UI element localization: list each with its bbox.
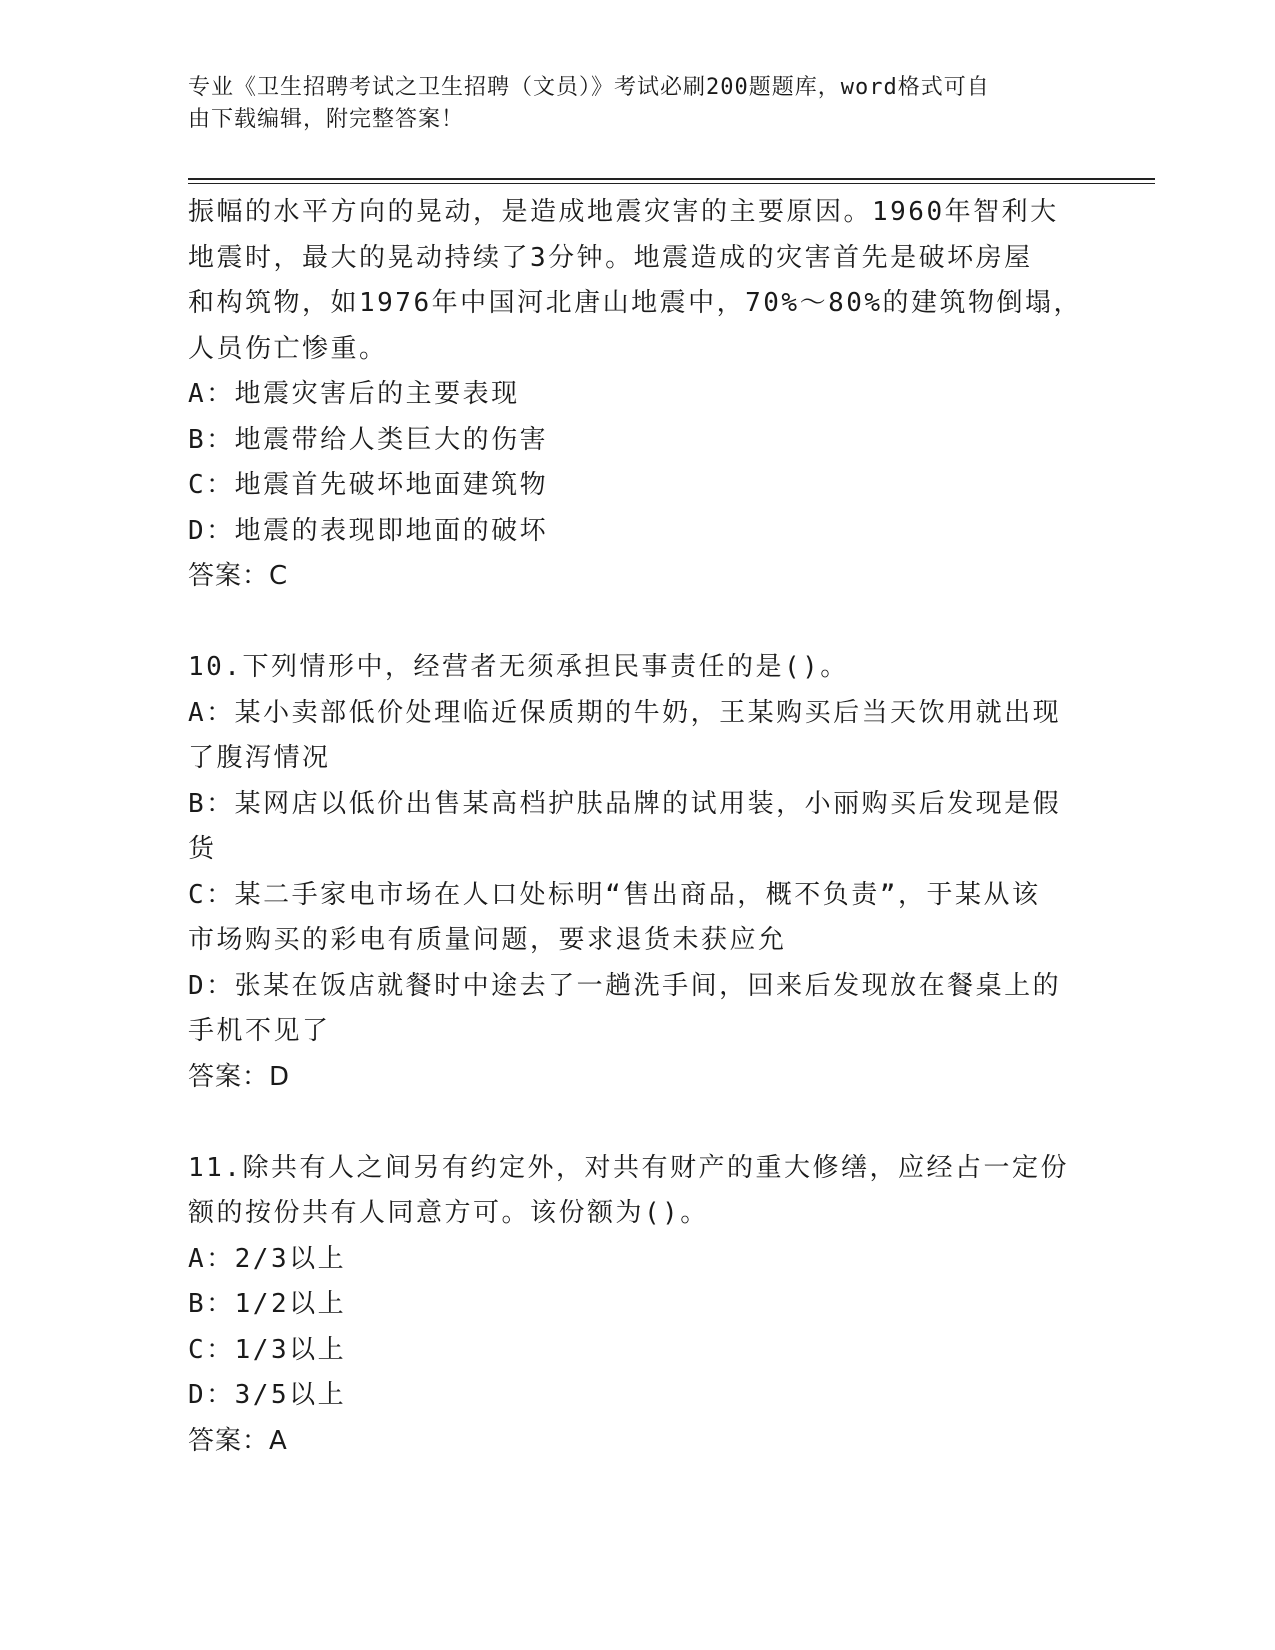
option-d: D：地震的表现即地面的破坏 bbox=[188, 515, 549, 546]
answer-line: 答案：A bbox=[188, 1425, 288, 1456]
passage-line: 人员伤亡惨重。 bbox=[188, 333, 388, 364]
passage-line: 地震时，最大的晃动持续了3分钟。地震造成的灾害首先是破坏房屋 bbox=[188, 242, 1033, 273]
header-line-1: 专业《卫生招聘考试之卫生招聘（文员）》考试必刷200题题库，word格式可自 bbox=[188, 75, 990, 100]
question-stem: 10.下列情形中，经营者无须承担民事责任的是()。 bbox=[188, 652, 849, 682]
question-9-continued bbox=[188, 190, 1088, 600]
header-line-2: 由下载编辑，附完整答案！ bbox=[188, 107, 465, 132]
option-b: B：某网店以低价出售某高档护肤品牌的试用装，小丽购买后发现是假 bbox=[188, 788, 1062, 819]
option-c-cont: 市场购买的彩电有质量问题，要求退货未获应允 bbox=[188, 925, 787, 955]
answer-line: 答案：C bbox=[188, 561, 289, 591]
question-11 bbox=[188, 1146, 1088, 1465]
option-b: B：1/2以上 bbox=[188, 1289, 347, 1319]
question-stem: 11.除共有人之间另有约定外，对共有财产的重大修缮，应经占一定份 bbox=[188, 1152, 1069, 1183]
option-d: D：张某在饭店就餐时中途去了一趟洗手间，回来后发现放在餐桌上的 bbox=[188, 970, 1062, 1001]
passage-line: 振幅的水平方向的晃动，是造成地震灾害的主要原因。1960年智利大 bbox=[188, 197, 1059, 227]
option-c: C：某二手家电市场在人口处标明“售出商品，概不负责”，于某从该 bbox=[188, 879, 1041, 910]
option-d-cont: 手机不见了 bbox=[188, 1016, 331, 1046]
question-stem-cont: 额的按份共有人同意方可。该份额为()。 bbox=[188, 1198, 709, 1228]
option-d: D：3/5以上 bbox=[188, 1380, 347, 1410]
passage-line: 和构筑物，如1976年中国河北唐山地震中，70%～80%的建筑物倒塌， bbox=[188, 288, 1083, 318]
document-body bbox=[188, 190, 1088, 1464]
option-a: A：某小卖部低价处理临近保质期的牛奶，王某购买后当天饮用就出现 bbox=[188, 697, 1062, 728]
header-divider-thick bbox=[188, 178, 1155, 180]
spacer bbox=[188, 600, 1088, 646]
option-b: B：地震带给人类巨大的伤害 bbox=[188, 424, 549, 455]
option-c: C：地震首先破坏地面建筑物 bbox=[188, 470, 549, 500]
header-divider-thin bbox=[188, 183, 1155, 184]
option-a: A：地震灾害后的主要表现 bbox=[188, 379, 520, 409]
question-10 bbox=[188, 645, 1088, 1100]
option-a: A：2/3以上 bbox=[188, 1243, 347, 1274]
answer-line: 答案：D bbox=[188, 1061, 291, 1092]
option-c: C：1/3以上 bbox=[188, 1334, 347, 1365]
option-a-cont: 了腹泻情况 bbox=[188, 743, 331, 773]
option-b-cont: 货 bbox=[188, 834, 217, 864]
document-header bbox=[188, 72, 1068, 136]
spacer bbox=[188, 1100, 1088, 1146]
